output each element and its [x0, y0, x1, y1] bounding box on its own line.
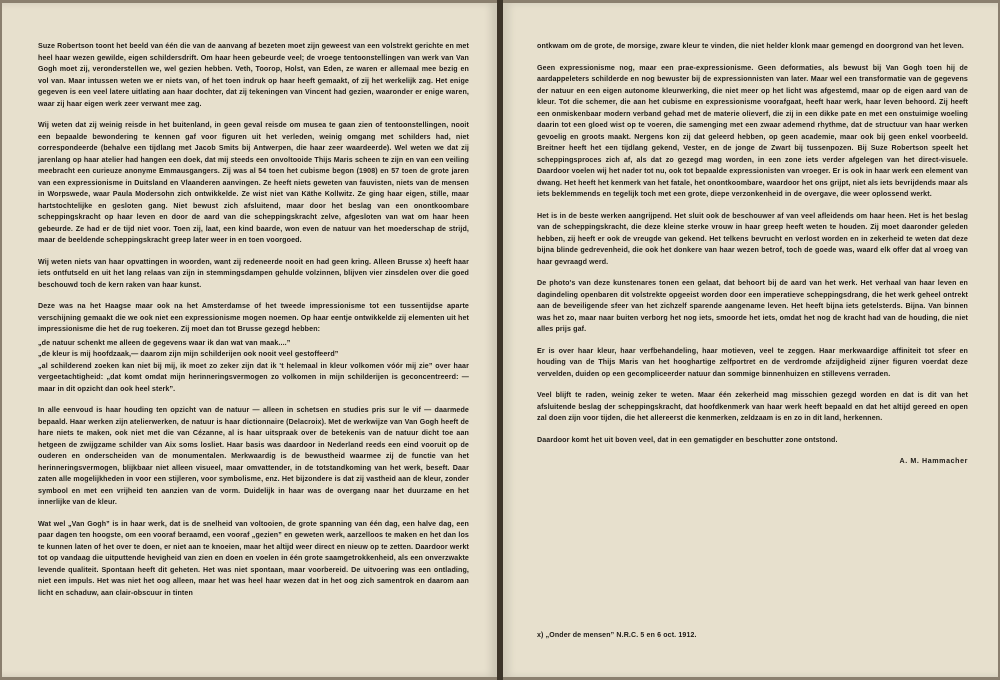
paragraph: Veel blijft te raden, weinig zeker te weten. Maar één zekerheid mag misschien gezegd worden en dat is dit van het afsluitende beslag der scheppingskracht, dat hoofdkenmerk van haar werk heeft bepaald en dat het altijd gereed en open zal doen zijn voor tijden, die het allereerst die kenmerken, zeldzaam is en zo in dit land, herkennen. [537, 391, 968, 422]
quote-line: „al schilderend zoeken kan niet bij mij, ik moet zo zeker zijn dat ik 't helemaal in kleur volkomen vóór mij zie” over haar vergeetachtigheid: „dat komt omdat mijn herinneringsvermogen zo volkomen in mijn schilderijen is geconcentreerd: — maar in dit opzicht dan ook heel sterk”. [38, 361, 469, 393]
paragraph: In alle eenvoud is haar houding ten opzicht van de natuur — alleen in schetsen en studies pris sur le vif — daarmede bepaald. Haar werken zijn atelierwerken, de natuur is haar dictionnaire (Delacroix). Met de werkwijze van Van Gogh heeft de hare niets te maken, ook niet met die van Cézanne, al is haar uitspraak over de betekenis van de natuur dicht toe aan hetgeen de zwijgzame schilder van Aix soms losliet. Haar basis was daardoor in Nederland reeds een eind vooruit op de ouderen en onderscheiden van de monumentalen. Merkwaardig is de bewustheid waarmee zij de functie van het herinneringsvermogen, blijkbaar niet alleen visueel, maar omvattender, in de totstandkoming van het werk, beseft. Daar zaten alle mogelijkheden in voor een stijleren, voor symbolisme, enz. Het bijzondere is dat zij vastheid aan de kleur, zonder symbool en met een vrijheid ten aanzien van de vorm. Duidelijk in haar was de overgang naar het duurzame en het innerlijke van de kleur. [38, 406, 469, 506]
paragraph: De photo's van deze kunstenares tonen een gelaat, dat behoort bij de aard van het werk. Het verhaal van haar leven en dagindeling openbaren dit volstrekte opgeeist worden door een imperatieve scheppingsdrang, die het werk geheel ontrekt aan de beveiligende sfeer van het zichzelf sparende aangename leven. Het heeft bijna iets getelsterds. Bijna. Van binnen was het zo, maar naar buiten verborg het nog iets, smoorde het iets, omdat het nog de kracht had van de houding, die niet alles prijs gaf. [537, 279, 968, 333]
author-signature: A. M. Hammacher [899, 457, 968, 465]
paragraph: Wat wel „Van Gogh” is in haar werk, dat is de snelheid van voltooien, de grote spanning van één dag, een halve dag, een paar dagen ten hoogste, om een vooraf beraamd, een vooraf „gezien” en geweten werk, aarzelloos te maken en het dan los te kunnen laten of het over te doen, er niet aan te knoeien, maar het altijd weer direct en nieuw op te zetten. Daardoor werkt tot op vandaag die uitputtende hevigheid van zien en doen en voelen in één grote saamgetrokkenheid, als een onverzwakte levende qualiteit. Spontaan heeft dit geheten. Het was niet spontaan, maar voorbereid. De uitvoering was een ontlading, niet een impuls. Het was niet het oog alleen, maar het was heel haar wezen dat in het oog zich samentrok en daarom aan licht en schaduw, aan clair-obscuur in tinten [38, 519, 469, 597]
quote-line: „de natuur schenkt me alleen de gegevens waar ik dan wat van maak....” [38, 338, 291, 347]
paragraph: Daardoor komt het uit boven veel, dat in een gematigder en beschutter zone ontstond. [537, 435, 838, 444]
paragraph: Het is in de beste werken aangrijpend. Het sluit ook de beschouwer af van veel afleidends om haar heen. Het is het beslag van de scheppingskracht, die deze kleine sterke vrouw in haar greep heeft weten te houden. Zij moet daaronder geleden hebben, zij heeft er ook de vreugde van gekend. Het telkens bevrucht en verlost worden en in zekerheid te weten dat deze bijna blinde gedrevenheid, die ook het donkere van haar wezen betrof, toch de goede was, waard elk offer dat al vroeg van haar gevraagd werd. [537, 211, 968, 266]
left-page [2, 3, 497, 677]
paragraph: Geen expressionisme nog, maar een prae-expressionisme. Geen deformaties, als bewust bij Van Gogh toen hij de aardappeleters schilderde en nog bewuster bij de expressionnisten van later. Maar wel een transformatie van de gegevens der natuur en een eigen autonome kleurwerking, die niet meer op het licht was afgestemd, maar op de eigen aard van de kleur. Tot die schemer, die aan het cubisme en expressionisme voorafgaat, heeft haar werk, haar leven behoord. Zij heeft een onmiskenbaar modern verband gehad met de materie olieverf, die zij in een dikke pate en met een onstuimige woeling daarin tot een gloed wist op te voeren, die samenging met een zwaar ademend rhythme, dat de structuur van haar werken gevoelig en groots maakt. Nergens kon zij dat geleerd hebben, op geen academie, maar ook bij geen enkel voorbeeld. Breitner heeft het een tijdlang gekend, Vester, en de jonge de Zwart bij tussenpozen. Bij Suze Robertson speelt het scheppingsproces zich af, als dat zo gezegd mag worden, in een zone iets verder afgelegen van het direct-visuele. Daardoor voelen wij het nader tot nu, ook tot bepaalde expressionisten van vroeger. Er is ook in haar werk een element van dwang. Het heeft het kenmerk van het fatale, het onontkoombare, waardoor het ons grijpt, niet als iets bevrijdends maar als iets beklemmends en tegelijk toch met een grote, diepe verzonkenheid in de overgave, die weer oplossend werkt. [537, 63, 968, 198]
paragraph: ontkwam om de grote, de morsige, zware kleur te vinden, die niet helder klonk maar gemengd en doorgrond van het leven. [537, 42, 964, 50]
paragraph: Wij weten niets van haar opvattingen in woorden, want zij redeneerde nooit en had geen kring. Alleen Brusse x) heeft haar iets ontfutseld en uit het lang relaas van zijn in stemmingsdampen gehulde volzinnen, blijven vier zinsdelen over die goed beschouwd toch de kern raken van haar kunst. [38, 257, 469, 289]
footnote: x) „Onder de mensen” N.R.C. 5 en 6 oct. 1912. [537, 632, 697, 639]
paragraph: Wij weten dat zij weinig reisde in het buitenland, in geen geval reisde om musea te gaan zien of tentoonstellingen, nooit een bepaalde bewondering te kennen gaf voor figuren uit het verleden, weinig omgang met schilders had, niet correspondeerde (behalve een tijdlang met Jacob Smits bij Antwerpen, die haar zeer waardeerde). Wel weten we dat zij jarenlang op haar atelier had hangen een doek, dat mij steeds een onvoltooide Thijs Maris scheen te zijn en van een veiling meebracht een curieuze anonyme Emmausgangers. Zij was al 54 toen het cubisme begon (1908) en 57 toen de grote jaren van een expressionisme in Duitsland en Vlaanderen aanvingen. Ze heeft niets geweten van fauvisten, niets van de mensen in Worpswede, waar Paula Modersohn zich ontwikkelde. Ze wist niet van Käthe Kollwitz. Ze ging haar eigen, stille, maar hartstochtelijke en gesloten gang. Niet bewust zich afsluitend, maar door het beslag van een onontkoombare scheppingskracht op haar leven en door de aard van die scheppingskracht zelve, afgesloten van wat om haar heen gebeurde. Ze had er de tijd niet voor. Toen zij, laat, een kind baarde, won even de natuur van het moederschap de strijd, maar de beeldende scheppingskracht greep later weer in en toen voorgoed. [38, 121, 469, 244]
paragraph: Suze Robertson toont het beeld van één die van de aanvang af bezeten moet zijn geweest van een volstrekt gerichte en met heel haar wezen gewilde, eigen schildersdrift. Om haar heen gebeurde veel; de vroege tentoonstellingen van werk van Van Gogh moet zij, veronderstellen we, wel gezien hebben. Veth, Toorop, Holst, van Eden, ze waren er allemaal mee bezig en vol van. Maar intussen weten we er niets van, of het toen indruk op haar heeft gemaakt, of zij het werkelijk zag. Het enige gegeven is een veel latere uitlating aan haar dochter, dat zij tekeningen van Vincent had gezien, waaronder er enige waren, waar zij haar eigen werk zeer verwant mee zag. [38, 42, 469, 108]
paragraph: Deze was na het Haagse maar ook na het Amsterdamse of het tweede impressionisme tot een tussentijdse aparte verschijning gemaakt die we ook niet een expressionisme mogen noemen. Op haar eentje ontwikkelde zij elementen uit het impressionisme die het de rug toekeren. Zij moet dan tot Brusse gezegd hebben: [38, 302, 469, 333]
right-page [503, 3, 998, 677]
quote-line: „de kleur is mij hoofdzaak,— daarom zijn mijn schilderijen ook nooit veel gestoffeerd” [38, 350, 339, 358]
paragraph: Er is over haar kleur, haar verfbehandeling, haar motieven, veel te zeggen. Haar merkwaardige affiniteit tot sfeer en houding van de Thijs Maris van het hooghartige zelfportret en de verdromde afzijdigheid zijner figuren voerdat deze vervelden, duiden op een gecompliceerder natuur dan sommige binnenhuizen en stillevens verraden. [537, 346, 968, 378]
